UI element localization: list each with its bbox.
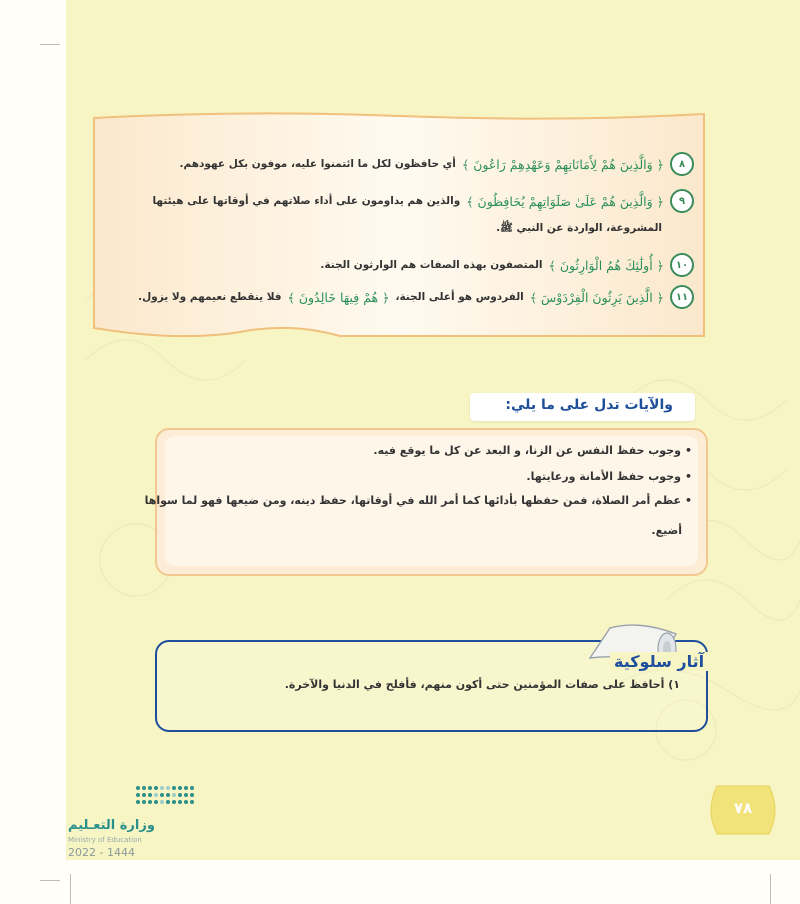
ayah-number-badge: ٨ <box>670 152 694 176</box>
crop-mark <box>40 880 60 881</box>
verse-explanation: فلا ينقطع نعيمهم ولا يزول. <box>138 291 282 303</box>
ministry-name-arabic: وزارة التعـليم <box>68 818 155 833</box>
verse-explanation: أي حافظون لكل ما ائتمنوا عليه، موفون بكل عهودهم. <box>179 158 456 170</box>
verse-explanation-continuation: المشروعة، الواردة عن النبي ﷺ. <box>496 222 662 234</box>
indications-header <box>470 393 695 421</box>
crop-mark <box>70 874 71 904</box>
verse-explanation: الفردوس هو أعلى الجنة، <box>395 291 524 303</box>
ayah-number-badge: ٩ <box>670 189 694 213</box>
behavioral-item: ١) أحافظ على صفات المؤمنين حتى أكون منهم، فأفلح في الدنيا والآخرة. <box>284 678 680 691</box>
indication-item: • عظم أمر الصلاة، فمن حفظها بأدائها كما أمر الله في أوقاتها، حفظ دينه، ومن ضيعها فهو لما سواها <box>145 494 692 507</box>
indications-panel <box>144 428 708 576</box>
indication-item: • وجوب حفظ الأمانة ورعايتها. <box>526 470 692 483</box>
page-number: ٧٨ <box>733 799 753 817</box>
ayah-number-badge: ١٠ <box>670 253 694 277</box>
verse-line <box>152 189 694 213</box>
ministry-name-english: Ministry of Education <box>68 836 142 844</box>
crop-mark <box>770 874 771 904</box>
quran-verse-text: ﴿ وَالَّذِينَ هُمْ لِأَمَانَاتِهِمْ وَعَهْدِهِمْ رَاعُونَ ﴾ <box>461 156 664 172</box>
indication-item: • وجوب حفظ النفس عن الزنا، و البعد عن كل ما يوقع فيه. <box>373 444 692 457</box>
verse-line <box>179 152 694 176</box>
quran-verse-text: ﴿ الَّذِينَ يَرِثُونَ الْفِرْدَوْسَ ﴾ <box>529 289 664 305</box>
indication-item-continuation: أضيع. <box>651 524 682 537</box>
verse-explanation: والذين هم يداومون على أداء صلاتهم في أوقاتها على هيئتها <box>152 195 461 207</box>
ayah-number-badge: ١١ <box>670 285 694 309</box>
verses-panel <box>90 110 708 338</box>
edition-year: 2022 - 1444 <box>68 846 135 859</box>
ministry-logo <box>68 780 228 816</box>
behavioral-title: آثار سلوكية <box>610 652 708 671</box>
quran-verse-text: ﴿ هُمْ فِيهَا خَالِدُونَ ﴾ <box>287 289 390 305</box>
crop-mark <box>40 44 60 45</box>
verse-line <box>138 285 694 309</box>
indications-title: والآيات تدل على ما يلي: <box>505 397 673 413</box>
verse-explanation: المتصفون بهذه الصفات هم الوارثون الجنة. <box>320 259 543 271</box>
quran-verse-text: ﴿ أُولَٰئِكَ هُمُ الْوَارِثُونَ ﴾ <box>548 257 664 273</box>
verse-line <box>320 253 694 277</box>
quran-verse-text: ﴿ وَالَّذِينَ هُمْ عَلَىٰ صَلَوَاتِهِمْ يُحَافِظُونَ ﴾ <box>466 193 664 209</box>
